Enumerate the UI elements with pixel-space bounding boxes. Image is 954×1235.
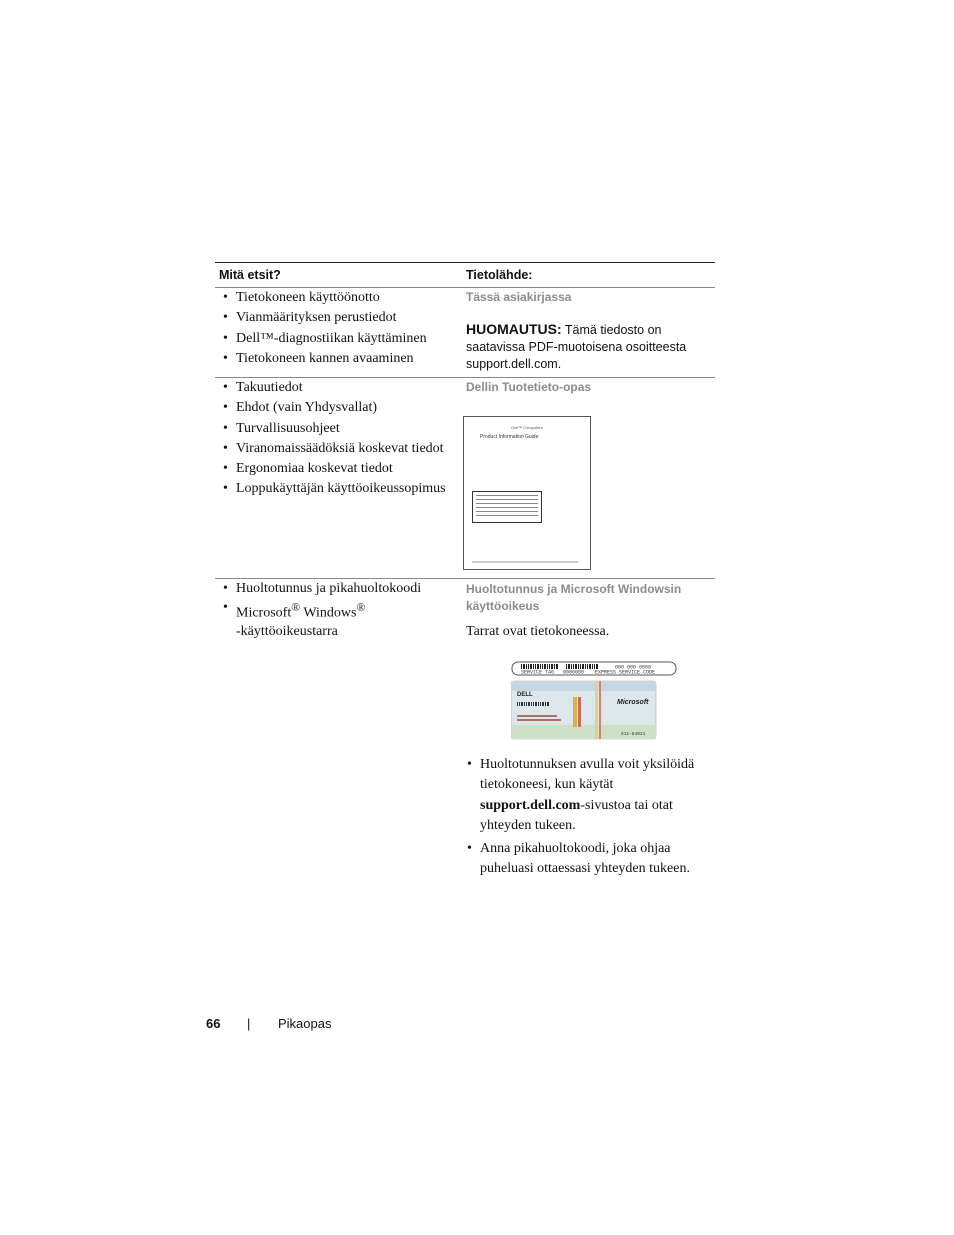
list-item: • Ergonomiaa koskevat tiedot: [222, 459, 460, 479]
footer-separator: |: [247, 1016, 251, 1031]
table-row: [215, 378, 715, 579]
list-item: • Ehdot (vain Yhdysvallat): [222, 398, 460, 418]
header-what: Mitä etsit?: [219, 268, 281, 282]
thumb-footer-line: [472, 561, 578, 563]
page-number: 66: [206, 1016, 221, 1031]
row1-topics: [222, 288, 460, 369]
thumb-title: Product Information Guide: [480, 434, 539, 440]
info-table: [215, 262, 715, 879]
row2-source: [466, 379, 711, 396]
table-row: [215, 288, 715, 378]
note-text: Tämä tiedosto on saatavissa PDF-muotoisena osoitteesta support.dell.com.: [466, 323, 687, 371]
row3-source: [466, 581, 711, 641]
tag-label-2: EXPRESS SERVICE CODE: [595, 669, 656, 676]
source-title: Dellin Tuotetieto-opas: [466, 380, 592, 394]
list-item: • Vianmäärityksen perustiedot: [222, 308, 460, 328]
footer-title: Pikaopas: [278, 1016, 332, 1031]
list-item: • Anna pikahuoltokoodi, joka ohjaa puheluasi ottaessasi yhteyden tukeen.: [466, 839, 711, 880]
labels-text: Tarrat ovat tietokoneessa.: [466, 624, 610, 639]
tag-num-1: 0000000: [563, 669, 585, 676]
source-title: Tässä asiakirjassa: [466, 290, 572, 304]
thumb-warning-box: [472, 491, 542, 523]
row1-source: [466, 289, 711, 373]
list-item: • Turvallisuusohjeet: [222, 419, 460, 439]
note: [466, 321, 711, 373]
service-tag-labels-image: [511, 661, 677, 741]
list-item: • Huoltotunnus ja pikahuoltokoodi: [222, 579, 460, 599]
coa-code: X11-84021: [621, 732, 646, 737]
header-source: Tietolähde:: [466, 268, 533, 282]
thumb-brand: Dell™ Computers: [511, 425, 543, 430]
row3-topics: [222, 579, 460, 641]
row2-topics: [222, 378, 460, 500]
list-item: • Takuutiedot: [222, 378, 460, 398]
tag-label-1: SERVICE TAG: [521, 669, 555, 676]
coa-microsoft-logo: Microsoft: [617, 699, 649, 706]
table-row: [215, 579, 715, 879]
source-title: Huoltotunnus ja Microsoft Windowsin käyttöoikeus: [466, 582, 682, 613]
list-item: • Tietokoneen kannen avaaminen: [222, 349, 460, 369]
list-item: • Tietokoneen käyttöönotto: [222, 288, 460, 308]
list-item: • Loppukäyttäjän käyttöoikeussopimus: [222, 479, 460, 499]
coa-dell-logo: DELL: [517, 692, 533, 698]
tag-num-2: 000 000 0000: [615, 664, 652, 671]
list-item: • Microsoft® Windows® -käyttöoikeustarra: [222, 599, 460, 641]
list-item: • Huoltotunnuksen avulla voit yksilöidä tietokoneesi, kun käytät support.dell.com-sivustoa tai otat yhteyden tukeen.: [466, 755, 711, 836]
product-guide-thumbnail: [463, 416, 591, 570]
row3-bullets: [466, 755, 711, 883]
list-item: • Dell™-diagnostiikan käyttäminen: [222, 329, 460, 349]
table-header: [215, 262, 715, 288]
note-label: HUOMAUTUS:: [466, 321, 562, 337]
list-item: • Viranomaissäädöksiä koskevat tiedot: [222, 439, 460, 459]
